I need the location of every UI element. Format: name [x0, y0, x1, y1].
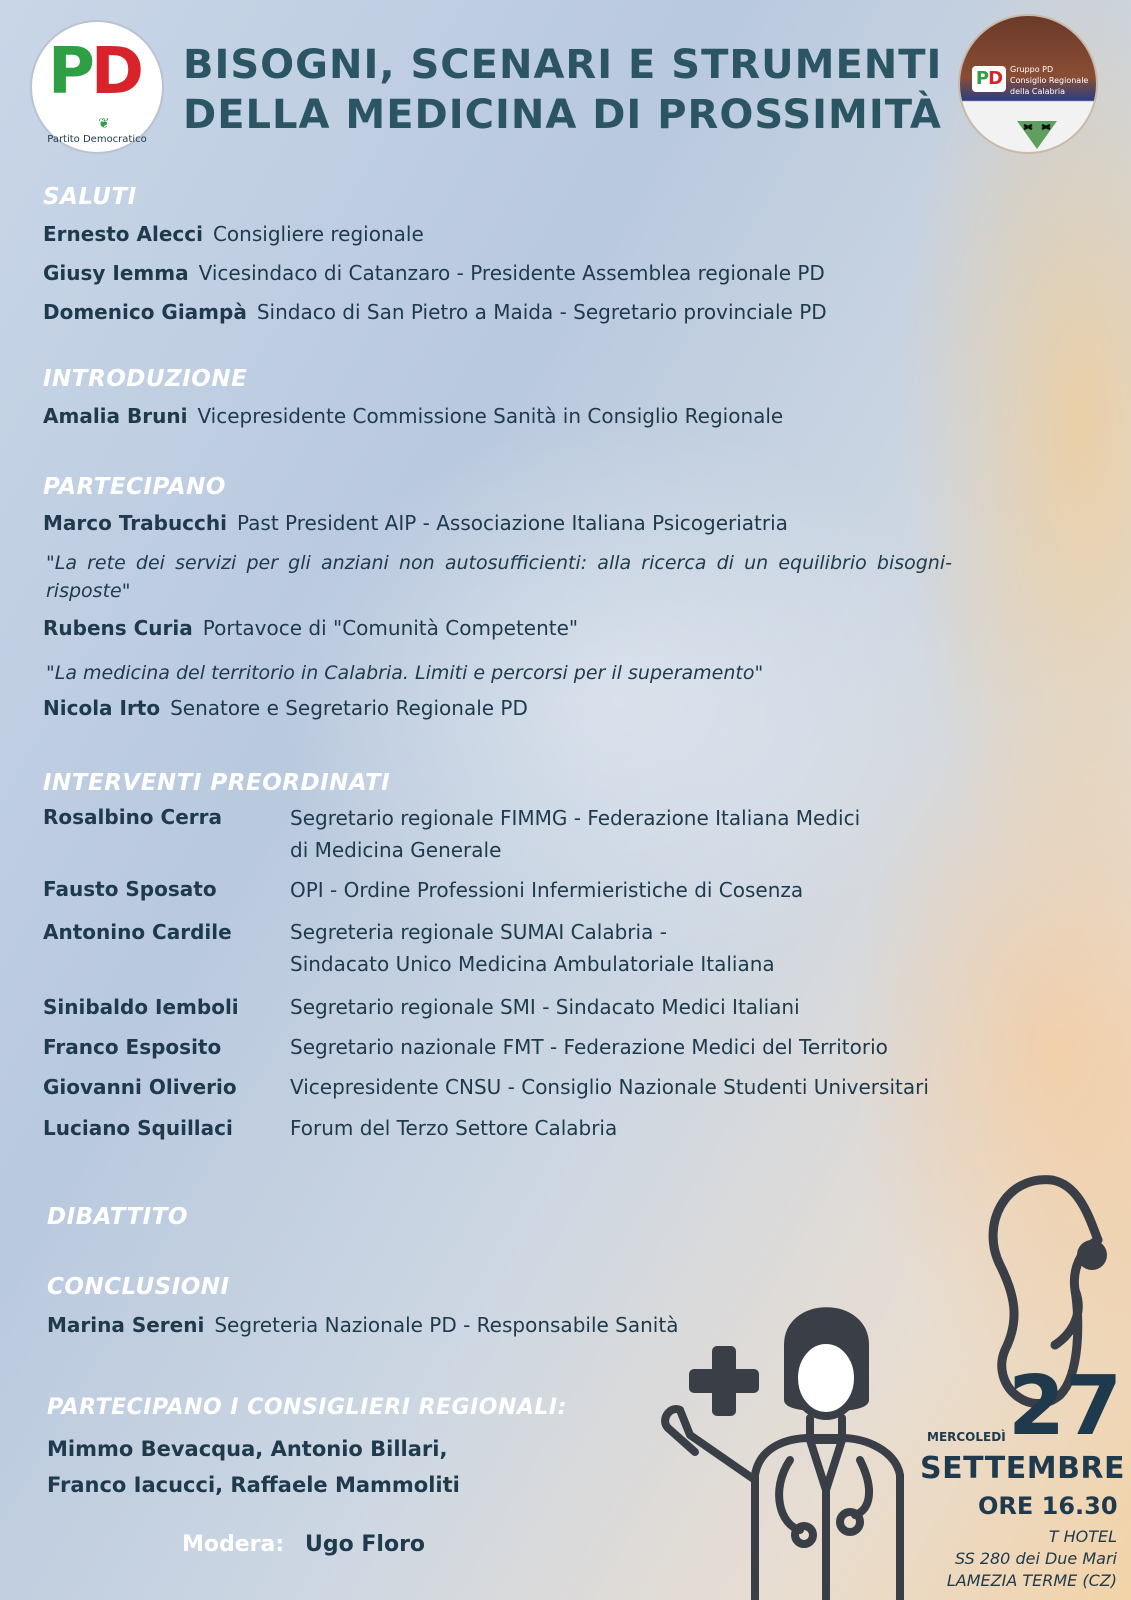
- speaker-role: Segreteria Nazionale PD - Responsabile Sanità: [214, 1313, 679, 1337]
- section-heading-consiglieri: PARTECIPANO I CONSIGLIERI REGIONALI:: [47, 1395, 567, 1420]
- speaker-role: Vicepresidente CNSU - Consiglio Nazionale Studenti Universitari: [290, 1075, 929, 1099]
- speaker-role: Consigliere regionale: [212, 222, 424, 246]
- talk-title-quote: "La medicina del territorio in Calabria. Limiti e percorsi per il superamento": [46, 662, 764, 684]
- speaker-row: [43, 616, 578, 640]
- speaker-role: Segretario regionale FIMMG - Federazione Italiana Medici di Medicina Generale: [290, 806, 861, 862]
- gruppo-logo-text: Gruppo PD Consiglio Regionale della Calabria: [1010, 65, 1089, 96]
- section-heading-partecipano: PARTECIPANO: [43, 474, 226, 500]
- speaker-role: Segretario regionale SMI - Sindacato Medici Italiani: [290, 995, 800, 1019]
- speaker-name: Marina Sereni: [47, 1313, 205, 1337]
- speaker-role: Vicepresidente Commissione Sanità in Consiglio Regionale: [197, 404, 784, 428]
- event-day: 27: [1008, 1359, 1123, 1454]
- section-heading-saluti: SALUTI: [43, 184, 137, 210]
- speaker-role: Segreteria regionale SUMAI Calabria - Sindacato Unico Medicina Ambulatoriale Italiana: [290, 920, 775, 976]
- calabria-crest-icon: [1012, 111, 1062, 151]
- speaker-name: Nicola Irto: [43, 696, 161, 720]
- speaker-name: Fausto Sposato: [43, 877, 217, 901]
- speaker-name: Rosalbino Cerra: [43, 805, 222, 829]
- gruppo-mini-pd: PD: [972, 66, 1006, 92]
- speaker-name: Domenico Giampà: [43, 300, 247, 324]
- pd-logo: [30, 20, 164, 154]
- speaker-row: [43, 261, 825, 285]
- speaker-row: [43, 222, 424, 246]
- gruppo-pd-calabria-logo: [958, 14, 1098, 154]
- speaker-name: Rubens Curia: [43, 616, 193, 640]
- speaker-row: [43, 300, 827, 324]
- speaker-row: [43, 511, 788, 535]
- event-weekday: MERCOLEDÌ: [927, 1430, 1006, 1444]
- consiglieri-names: Mimmo Bevacqua, Antonio Billari, Franco Iacucci, Raffaele Mammoliti: [47, 1437, 460, 1497]
- speaker-name: Luciano Squillaci: [43, 1116, 233, 1140]
- moderator-label: Modera:: [182, 1532, 285, 1557]
- speaker-name: Giusy Iemma: [43, 261, 189, 285]
- event-time: ORE 16.30: [978, 1492, 1118, 1520]
- moderator-name: Ugo Floro: [305, 1532, 426, 1557]
- speaker-name: Marco Trabucchi: [43, 511, 227, 535]
- speaker-role: Vicesindaco di Catanzaro - Presidente Assemblea regionale PD: [198, 261, 825, 285]
- speaker-role: Portavoce di "Comunità Competente": [202, 616, 579, 640]
- speaker-role: Segretario nazionale FMT - Federazione Medici del Territorio: [290, 1035, 888, 1059]
- talk-title-quote: "La rete dei servizi per gli anziani non autosufficienti: alla ricerca di un equilibrio bisogni-risposte": [46, 552, 952, 602]
- speaker-row: [43, 404, 783, 428]
- stethoscope-chestpiece: [1077, 1240, 1107, 1270]
- speaker-name: Giovanni Oliverio: [43, 1075, 237, 1099]
- speaker-role: Senatore e Segretario Regionale PD: [170, 696, 528, 720]
- section-heading-conclusioni: CONCLUSIONI: [47, 1274, 230, 1300]
- speaker-row: [47, 1313, 678, 1337]
- section-heading-dibattito: DIBATTITO: [47, 1204, 188, 1230]
- speaker-name: Franco Esposito: [43, 1035, 222, 1059]
- pd-logo-caption: Partito Democratico: [47, 134, 147, 145]
- speaker-name: Ernesto Alecci: [43, 222, 203, 246]
- speaker-role: Sindaco di San Pietro a Maida - Segretario provinciale PD: [256, 300, 827, 324]
- speaker-row: [43, 696, 528, 720]
- speaker-role: Forum del Terzo Settore Calabria: [290, 1116, 618, 1140]
- section-heading-interventi: INTERVENTI PREORDINATI: [43, 770, 391, 796]
- speaker-name: Sinibaldo Iemboli: [43, 995, 239, 1019]
- medical-cross-icon: [689, 1346, 759, 1416]
- olive-branch-icon: ❦: [98, 116, 110, 132]
- event-venue: T HOTEL SS 280 dei Due Mari LAMEZIA TERME (CZ): [946, 1527, 1117, 1590]
- speaker-role: OPI - Ordine Professioni Infermieristiche di Cosenza: [290, 878, 804, 902]
- page-title: BISOGNI, SCENARI E STRUMENTI DELLA MEDICINA DI PROSSIMITÀ: [183, 42, 943, 138]
- event-month: SETTEMBRE: [920, 1451, 1126, 1486]
- pd-logo-letters: PD: [48, 35, 141, 109]
- speaker-role: Past President AIP - Associazione Italiana Psicogeriatria: [236, 511, 788, 535]
- section-heading-introduzione: INTRODUZIONE: [43, 366, 248, 392]
- speaker-name: Amalia Bruni: [43, 404, 188, 428]
- speaker-name: Antonino Cardile: [43, 920, 232, 944]
